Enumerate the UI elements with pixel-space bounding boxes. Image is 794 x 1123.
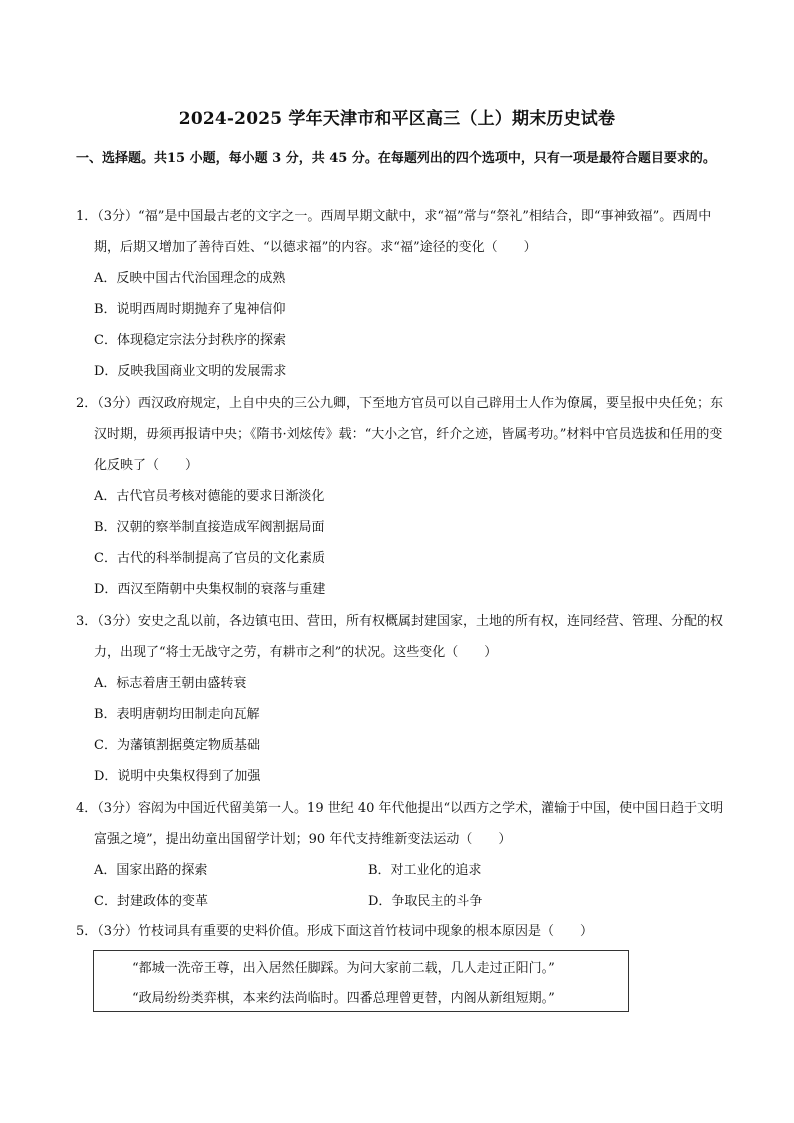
question-1-option-c: C．体现稳定宗法分封秩序的探索 bbox=[94, 333, 286, 348]
question-3-stem: 3．（3分）安史之乱以前，各边镇屯田、营田，所有权概属封建国家，土地的所有权，连同经营、管理、分配的权力，出现了“将士无战守之劳，有耕市之利”的状况。这些变化（ ） bbox=[76, 614, 724, 660]
question-5-stem: 5．（3分）竹枝词具有重要的史料价值。形成下面这首竹枝词中现象的根本原因是（ ） bbox=[76, 924, 594, 939]
question-5 bbox=[76, 916, 726, 947]
question-1-option-d: D．反映我国商业文明的发展需求 bbox=[94, 364, 287, 379]
poem-line-2: “政局纷纷类弈棋，本来约法尚临时。四番总理曾更替，内阁从新组短期。” bbox=[132, 991, 555, 1006]
question-3 bbox=[76, 606, 726, 668]
question-2-option-a: A．古代官员考核对德能的要求日渐淡化 bbox=[94, 489, 325, 504]
question-3-option-d: D．说明中央集权得到了加强 bbox=[94, 769, 261, 784]
question-2-option-b: B．汉朝的察举制直接造成军阀割据局面 bbox=[94, 520, 325, 535]
section-heading: 一、选择题。共15 小题，每小题 3 分，共 45 分。在每题列出的四个选项中，只有一项是最符合题目要求的。 bbox=[76, 151, 716, 166]
question-2 bbox=[76, 388, 726, 481]
exam-title: 2024-2025 学年天津市和平区高三（上）期末历史试卷 bbox=[178, 109, 616, 129]
poem-quote-box bbox=[93, 950, 629, 1012]
question-1 bbox=[76, 201, 726, 263]
question-4-option-a: A．国家出路的探索 bbox=[94, 863, 208, 878]
question-4 bbox=[76, 793, 726, 855]
question-3-option-c: C．为藩镇割据奠定物质基础 bbox=[94, 738, 260, 753]
question-1-option-b: B．说明西周时期抛弃了鬼神信仰 bbox=[94, 302, 286, 317]
question-1-option-a: A．反映中国古代治国理念的成熟 bbox=[94, 271, 286, 286]
question-4-option-d: D．争取民主的斗争 bbox=[368, 894, 483, 909]
question-3-option-a: A．标志着唐王朝由盛转衰 bbox=[94, 676, 247, 691]
question-2-option-d: D．西汉至隋朝中央集权制的衰落与重建 bbox=[94, 582, 326, 597]
question-2-stem: 2．（3分）西汉政府规定，上自中央的三公九卿，下至地方官员可以自己辟用士人作为僚属，要呈报中央任免；东汉时期，毋须再报请中央；《隋书·刘炫传》载：“大小之官，纤介之迹，皆属考功。”材料中官员选拔和任用的变化反映了（ ） bbox=[76, 396, 724, 473]
question-3-option-b: B．表明唐朝均田制走向瓦解 bbox=[94, 707, 260, 722]
question-4-option-c: C．封建政体的变革 bbox=[94, 894, 208, 909]
question-1-stem: 1．（3分）“福”是中国最古老的文字之一。西周早期文献中，求“福”常与“祭礼”相结合，即“事神致福”。西周中期，后期又增加了善待百姓、“以德求福”的内容。求“福”途径的变化（ ） bbox=[76, 209, 712, 255]
question-4-stem: 4．（3分）容闳为中国近代留美第一人。19 世纪 40 年代他提出“以西方之学术，灌输于中国，使中国日趋于文明富强之境”，提出幼童出国留学计划；90 年代支持维新变法运动（ ） bbox=[76, 801, 724, 847]
question-2-option-c: C．古代的科举制提高了官员的文化素质 bbox=[94, 551, 325, 566]
question-4-option-b: B．对工业化的追求 bbox=[368, 863, 482, 878]
poem-line-1: “都城一洗帝王尊，出入居然任脚踩。为问大家前二载，几人走过正阳门。” bbox=[132, 961, 555, 976]
